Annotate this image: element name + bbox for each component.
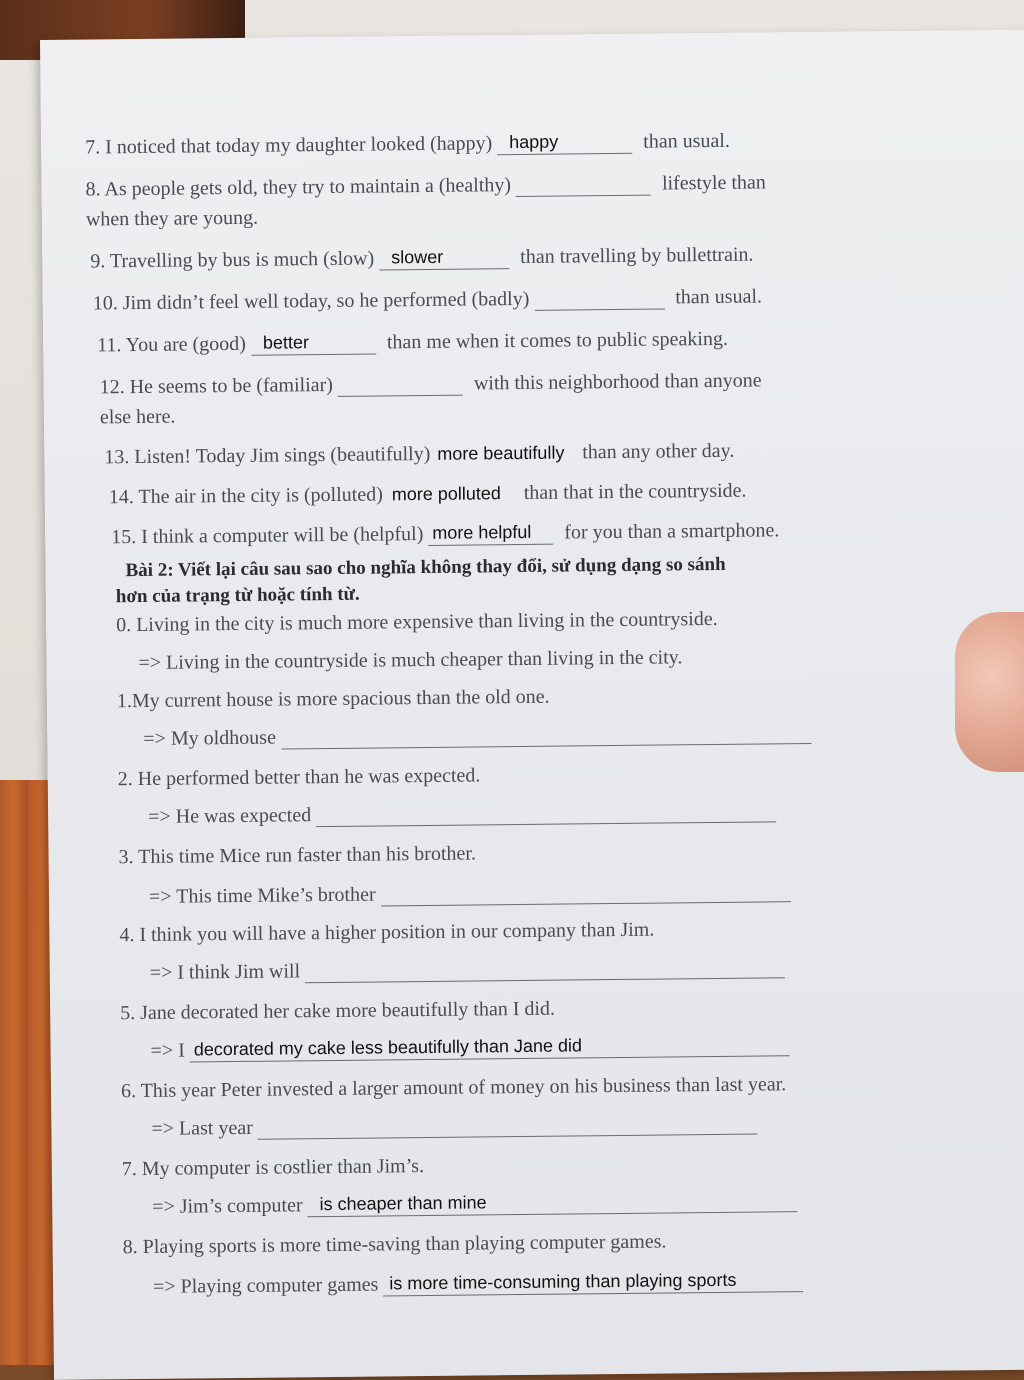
exercise-item-14: 14. The air in the city is (polluted) more polluted than that in the countryside. <box>108 479 747 509</box>
rewrite-answer-3: => This time Mike’s brother <box>149 878 791 909</box>
exercise-item-8: 8. As people gets old, they try to maintain a (healthy) lifestyle than <box>85 171 766 201</box>
rewrite-answer-6: => Last year <box>151 1111 758 1141</box>
exercise-item-15: 15. I think a computer will be (helpful) more helpful for you than a smartphone. <box>111 519 780 549</box>
answer-blank[interactable]: is cheaper than mine <box>307 1189 797 1217</box>
rewrite-question-4: 4. I think you will have a higher position in our company than Jim. <box>119 918 655 947</box>
rewrite-answer-7: => Jim’s computer is cheaper than mine <box>152 1188 798 1219</box>
exercise-item-12: 12. He seems to be (familiar) with this neighborhood than anyone <box>99 369 762 399</box>
rewrite-question-0: 0. Living in the city is much more expensive than living in the countryside. <box>116 607 718 637</box>
exercise-item-8-continued: when they are young. <box>85 206 259 231</box>
rewrite-answer-5: => I decorated my cake less beautifully than Jane did <box>150 1032 789 1063</box>
rewrite-question-7: 7. My computer is costlier than Jim’s. <box>121 1155 425 1181</box>
answer-blank[interactable] <box>305 955 785 983</box>
rewrite-answer-1: => My oldhouse <box>143 720 811 751</box>
answer-blank[interactable]: more helpful <box>428 522 553 546</box>
answer-blank[interactable]: decorated my cake less beautifully than Jane did <box>190 1033 790 1062</box>
rewrite-answer-4: => I think Jim will <box>150 954 786 985</box>
exercise-item-7: 7. I noticed that today my daughter looked (happy) happy than usual. <box>85 129 730 159</box>
rewrite-answer-8: => Playing computer games is more time-consuming than playing sports <box>153 1268 804 1299</box>
exercise-item-11: 11. You are (good) better than me when it comes to public speaking. <box>97 327 729 357</box>
section-heading: Bài 2: Viết lại câu sau sao cho nghĩa không thay đổi, sử dụng dạng so sánh <box>125 553 726 582</box>
rewrite-answer-2: => He was expected <box>148 798 776 829</box>
rewrite-question-1: 1.My current house is more spacious than the old one. <box>116 685 550 713</box>
answer-blank[interactable]: happy <box>497 131 632 155</box>
worksheet-paper <box>40 30 1024 1380</box>
answer-blank[interactable] <box>338 373 463 397</box>
rewrite-question-3: 3. This time Mice run faster than his brother. <box>118 842 477 869</box>
exercise-item-13: 13. Listen! Today Jim sings (beautifully) more beautifully than any other day. <box>104 439 735 469</box>
rewrite-question-8: 8. Playing sports is more time-saving than playing computer games. <box>122 1230 667 1259</box>
answer-blank[interactable] <box>316 799 776 827</box>
answer-blank[interactable] <box>380 879 790 906</box>
exercise-item-9: 9. Travelling by bus is much (slow) slower than travelling by bullettrain. <box>90 243 754 273</box>
answer-blank[interactable] <box>258 1112 758 1140</box>
answer-blank[interactable]: better <box>251 331 376 355</box>
answer-blank[interactable] <box>281 721 811 750</box>
answer-blank[interactable]: more beautifully <box>437 442 565 464</box>
finger-holding-paper <box>955 612 1024 772</box>
exercise-item-10: 10. Jim didn’t feel well today, so he performed (badly) than usual. <box>92 285 763 315</box>
answer-blank[interactable] <box>534 286 664 310</box>
answer-blank[interactable]: more polluted <box>391 483 501 505</box>
rewrite-question-5: 5. Jane decorated her cake more beautifully than I did. <box>120 997 556 1025</box>
answer-blank[interactable]: slower <box>379 246 509 270</box>
rewrite-question-2: 2. He performed better than he was expected. <box>117 764 481 791</box>
exercise-item-12-continued: else here. <box>99 405 176 429</box>
section-heading-continued: hơn của trạng từ hoặc tính từ. <box>115 583 360 608</box>
answer-blank[interactable]: is more time-consuming than playing sports <box>383 1269 803 1296</box>
rewrite-question-6: 6. This year Peter invested a larger amount of money on his business than last year. <box>120 1073 787 1103</box>
rewrite-answer-0: => Living in the countryside is much cheaper than living in the city. <box>138 646 683 675</box>
answer-blank[interactable] <box>516 173 651 197</box>
